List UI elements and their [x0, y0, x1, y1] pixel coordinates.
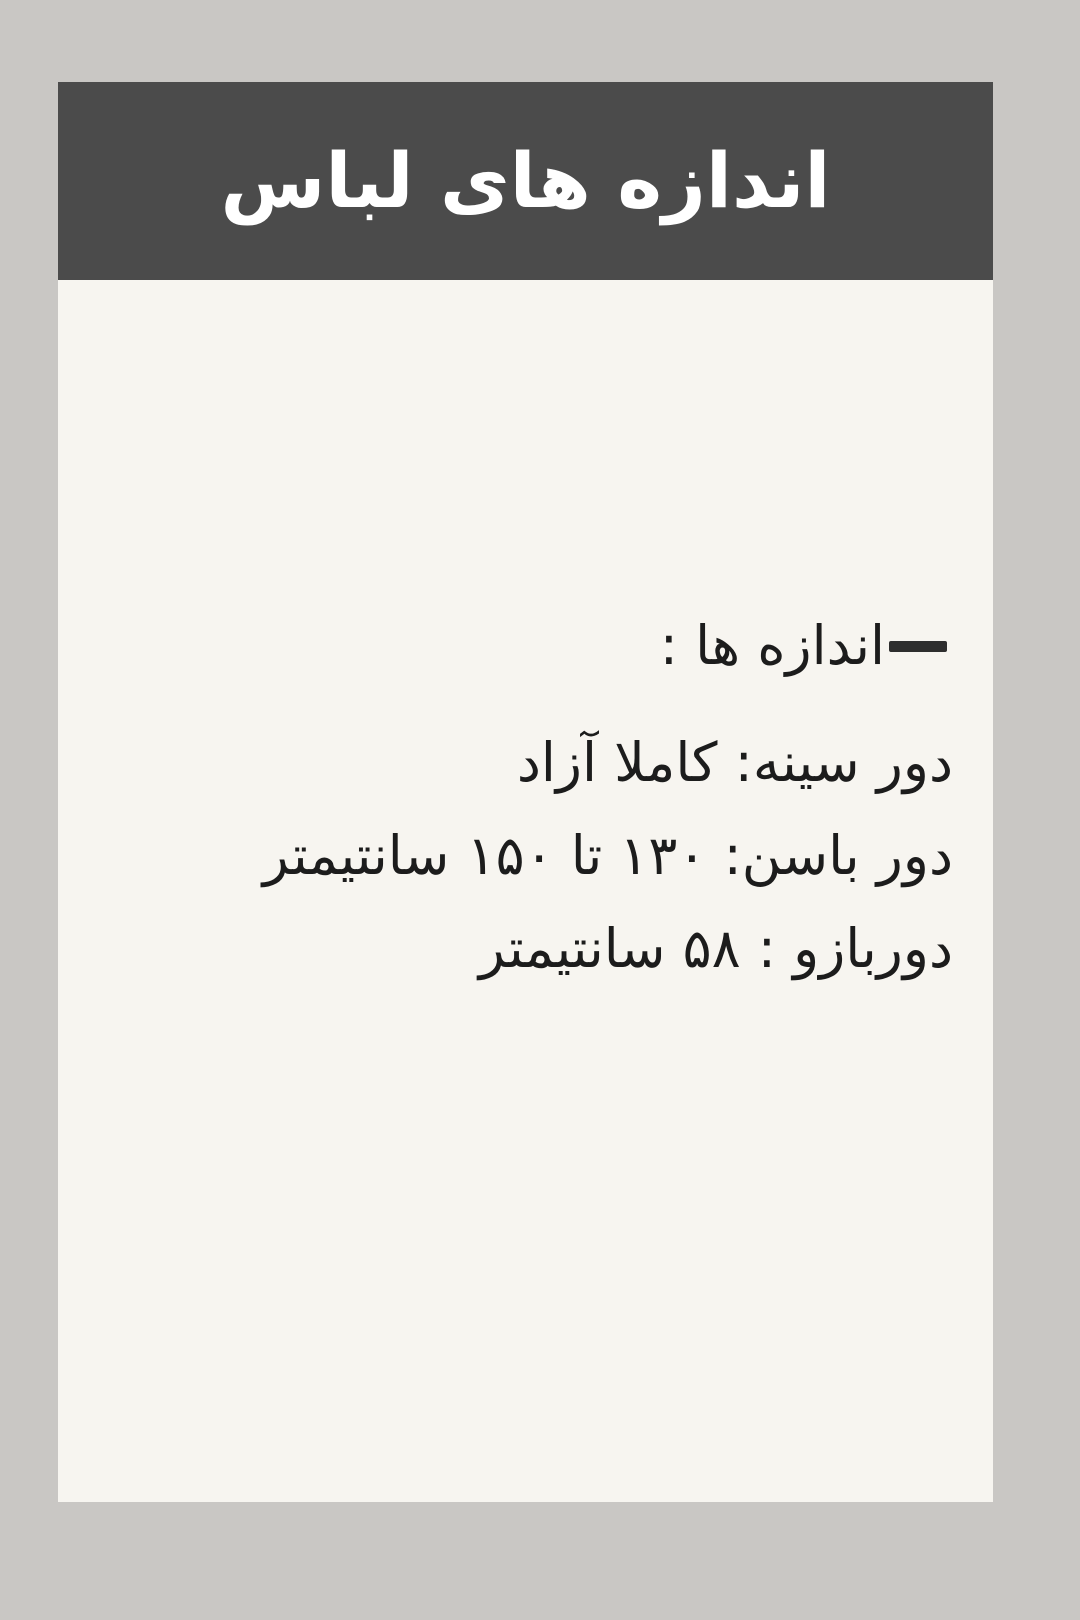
header-bar	[58, 82, 993, 280]
measurements-section	[58, 280, 993, 996]
dash-icon	[889, 641, 947, 652]
page-title: اندازه های لباس	[220, 136, 831, 226]
section-heading-label: اندازه ها :	[659, 614, 885, 677]
list-item: دور سینه: کاملا آزاد	[516, 730, 953, 794]
list-item: دور باسن: ۱۳۰ تا ۱۵۰ سانتیمتر	[262, 823, 953, 887]
list-item: دوربازو : ۵۸ سانتیمتر	[478, 916, 953, 980]
document-page	[58, 82, 993, 1502]
section-heading	[98, 610, 953, 683]
